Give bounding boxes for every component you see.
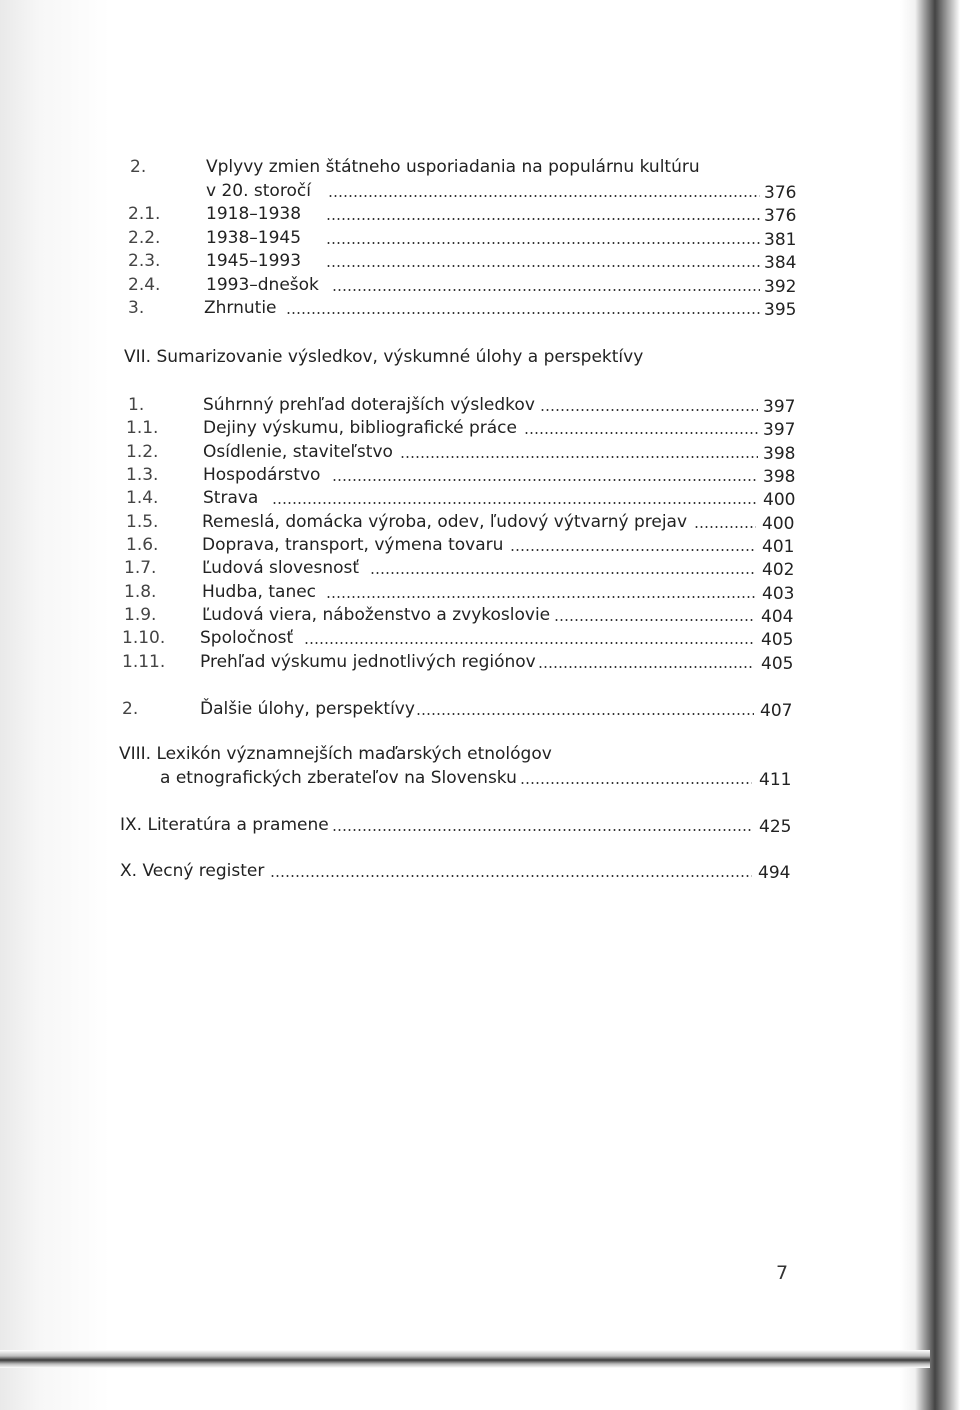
toc-entry-number: 1.4. [126,488,159,508]
dot-leader [400,456,758,458]
dot-leader [332,479,758,481]
toc-entry-number: 2.3. [128,251,161,271]
toc-entry-number: 1.6. [126,535,159,555]
dot-leader [510,549,756,551]
toc-entry-page: 384 [764,253,797,273]
toc-entry-title: Zhrnutie [204,298,277,318]
toc-entry-page: 397 [763,397,796,417]
toc-entry-number: 2. [130,157,147,177]
toc-entry-number: 1.10. [122,628,166,648]
toc-entry-title: 1938–1945 [206,228,302,248]
dot-leader [524,432,758,434]
toc-entry [120,651,810,679]
toc-entry-title: Dejiny výskumu, bibliografické práce [203,418,517,438]
toc-entry-page: 400 [763,490,796,510]
toc-entry-number: 1. [128,395,145,415]
toc-entry-page: 404 [761,607,794,627]
toc-entry-number: 1.5. [126,512,159,532]
chapter-heading: VIII. Lexikón významnejších maďarských etnológov [119,744,552,764]
toc-entry-page: 425 [759,817,792,837]
toc-entry-title: Doprava, transport, výmena tovaru [202,535,504,555]
dot-leader [554,619,754,621]
toc-entry-page: 401 [762,537,795,557]
toc-entry-title: Hudba, tanec [202,582,317,602]
toc-entry-title: Vplyvy zmien štátneho usporiadania na populárnu kultúru [206,157,700,177]
toc-entry-title: 1918–1938 [206,204,302,224]
toc-entry-title: Prehľad výskumu jednotlivých regiónov [200,652,536,672]
page-number: 7 [776,1262,789,1284]
dot-leader [416,713,754,715]
toc-entry [120,860,810,888]
toc-entry [120,698,810,726]
toc-entry-number: 2.1. [128,204,161,224]
toc-entry-number: 1.1. [126,418,159,438]
toc-entry-title: Spoločnosť [200,628,294,648]
dot-leader [326,596,756,598]
toc-entry-page: 494 [758,863,791,883]
toc-entry [120,814,810,842]
chapter-heading: VII. Sumarizovanie výsledkov, výskumné úlohy a perspektívy [124,347,644,367]
toc-entry-title: Súhrnný prehľad doterajších výsledkov [203,395,535,415]
toc-entry-page: 411 [759,770,792,790]
toc-entry [120,767,810,795]
toc-entry [120,297,810,325]
toc-entry-page: 403 [762,584,795,604]
dot-leader [538,666,754,668]
toc-entry-page: 398 [763,467,796,487]
toc-entry-number: 2.2. [128,228,161,248]
dot-leader [332,829,752,831]
toc-entry-page: 381 [764,230,797,250]
toc-entry-title: Hospodárstvo [203,465,321,485]
dot-leader [286,312,760,314]
toc-entry-title: 1993–dnešok [206,275,319,295]
dot-leader [332,289,760,291]
dot-leader [326,218,760,220]
toc-entry-title: Osídlenie, staviteľstvo [203,442,393,462]
dot-leader [304,642,754,644]
toc-entry-number: 2.4. [128,275,161,295]
toc-entry-title: Strava [203,488,259,508]
toc-entry-number: 3. [128,298,145,318]
toc-entry-title: 1945–1993 [206,251,302,271]
dot-leader [540,409,758,411]
toc-entry-page: 395 [764,300,797,320]
toc-entry-page: 397 [763,420,796,440]
toc-entry-title: Remeslá, domácka výroba, odev, ľudový výtvarný prejav [202,512,688,532]
toc-entry-number: 1.3. [126,465,159,485]
toc-entry-page: 400 [762,514,795,534]
toc-entry-page: 405 [761,654,794,674]
toc-entry-page: 392 [764,277,797,297]
dot-leader [694,526,756,528]
dot-leader [370,572,756,574]
dot-leader [272,502,758,504]
toc-entry-number: 1.8. [124,582,157,602]
toc-entry-page: 376 [764,183,797,203]
dot-leader [520,782,752,784]
toc-entry-title: Ďalšie úlohy, perspektívy [200,699,415,719]
toc-entry-page: 402 [762,560,795,580]
toc-entry-number: 1.2. [126,442,159,462]
toc-entry-number: 1.7. [124,558,157,578]
toc-entry-number: 1.11. [122,652,166,672]
toc-entry-title: v 20. storočí [206,181,311,201]
dot-leader [326,265,760,267]
toc-entry-title: IX. Literatúra a pramene [120,815,329,835]
dot-leader [270,875,752,877]
toc-entry-page: 405 [761,630,794,650]
toc-entry-number: 2. [122,699,139,719]
toc-entry-title: Ľudová viera, náboženstvo a zvykoslovie [202,605,551,625]
toc-entry-title: a etnografických zberateľov na Slovensku [160,768,517,788]
toc-entry-title: X. Vecný register [120,861,265,881]
dot-leader [328,195,760,197]
toc-entry-page: 398 [763,444,796,464]
toc-entry-page: 376 [764,206,797,226]
toc-entry-page: 407 [760,701,793,721]
toc-entry-title: Ľudová slovesnosť [202,558,360,578]
toc-entry-number: 1.9. [124,605,157,625]
dot-leader [326,242,760,244]
